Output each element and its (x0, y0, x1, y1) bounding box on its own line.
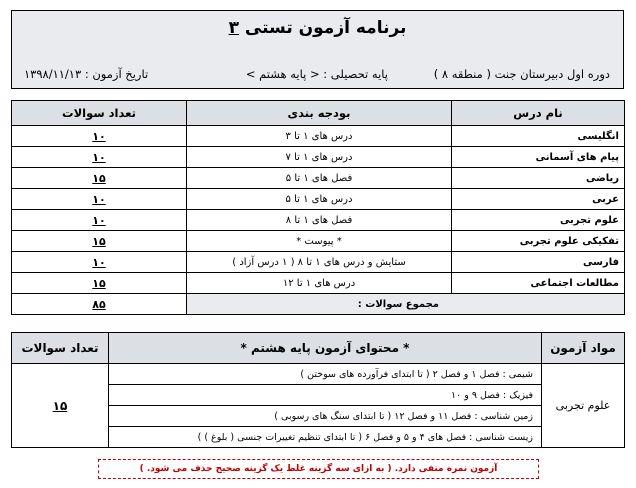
table-row (12, 231, 625, 252)
negative-marking-note (98, 459, 539, 479)
content-subject-cell: علوم تجربی (542, 364, 625, 448)
content-count-cell: ۱۵ (12, 364, 109, 448)
count-cell: ۱۵ (12, 168, 187, 189)
subject-cell: فارسی (452, 252, 625, 273)
count-cell: ۱۰ (12, 147, 187, 168)
subject-cell: ریاضی (452, 168, 625, 189)
budget-cell: فصل های ۱ تا ۵ (187, 168, 452, 189)
content-count-header: تعداد سوالات (12, 333, 109, 364)
total-row (12, 294, 625, 315)
subject-header: نام درس (452, 101, 625, 126)
grade-label: پایه تحصیلی : < پایه هشتم > (245, 67, 388, 81)
total-value: ۸۵ (12, 294, 187, 315)
subject-cell: انگلیسی (452, 126, 625, 147)
table-row (12, 168, 625, 189)
exam-header (11, 10, 624, 89)
table-row (12, 126, 625, 147)
schedule-table (11, 100, 625, 315)
content-line: شیمی : فصل ۱ و فصل ۲ ( تا ابتدای فرآورده های سوختن ) (109, 364, 542, 385)
count-cell: ۱۰ (12, 189, 187, 210)
subject-cell: پیام های آسمانی (452, 147, 625, 168)
budget-cell: درس های ۱ تا ۵ (187, 189, 452, 210)
count-cell: ۱۰ (12, 210, 187, 231)
content-header-row (12, 333, 625, 364)
budget-cell: درس های ۱ تا ۷ (187, 147, 452, 168)
table-row (12, 189, 625, 210)
content-line: فیزیک : فصل ۹ و ۱۰ (109, 385, 542, 406)
count-cell: ۱۰ (12, 126, 187, 147)
content-line: زیست شناسی : فصل های ۴ و ۵ و فصل ۶ ( تا ابتدای تنظیم تغییرات جنسی ( بلوغ ) ) (109, 427, 542, 448)
table-row (12, 210, 625, 231)
school-name: دوره اول دبیرستان جنت ( منطقه ۸ ) (433, 67, 610, 81)
count-cell: ۱۰ (12, 252, 187, 273)
note-text: آزمون نمره منفی دارد. ( به ازای سه گزینه غلط یک گزینه صحیح حذف می شود. ) (139, 464, 498, 474)
title-text: برنامه آزمون تستی (244, 18, 407, 38)
content-line: زمین شناسی : فصل ۱۱ و فصل ۱۲ ( تا ابتدای سنگ های رسوبی ) (109, 406, 542, 427)
budget-header: بودجه بندی (187, 101, 452, 126)
subject-cell: تفکیکی علوم تجربی (452, 231, 625, 252)
page-title (12, 18, 623, 38)
content-subject-header: مواد آزمون (542, 333, 625, 364)
subject-cell: عربی (452, 189, 625, 210)
content-row (12, 364, 625, 385)
count-cell: ۱۵ (12, 273, 187, 294)
count-header: تعداد سوالات (12, 101, 187, 126)
budget-cell: * پیوست * (187, 231, 452, 252)
subject-cell: علوم تجربی (452, 210, 625, 231)
subject-cell: مطالعات اجتماعی (452, 273, 625, 294)
budget-cell: درس های ۱ تا ۱۲ (187, 273, 452, 294)
schedule-header-row (12, 101, 625, 126)
table-row (12, 273, 625, 294)
total-label: مجموع سوالات : (187, 294, 625, 315)
table-row (12, 147, 625, 168)
exam-date: تاریخ آزمون : ۱۳۹۸/۱۱/۱۳ (24, 67, 149, 81)
budget-cell: درس های ۱ تا ۳ (187, 126, 452, 147)
title-number: ۳ (228, 18, 239, 38)
content-table (11, 332, 625, 448)
count-cell: ۱۵ (12, 231, 187, 252)
content-title-header: * محتوای آزمون پایه هشتم * (109, 333, 542, 364)
budget-cell: ستایش و درس های ۱ تا ۸ ( ۱ درس آزاد ) (187, 252, 452, 273)
budget-cell: فصل های ۱ تا ۸ (187, 210, 452, 231)
table-row (12, 252, 625, 273)
